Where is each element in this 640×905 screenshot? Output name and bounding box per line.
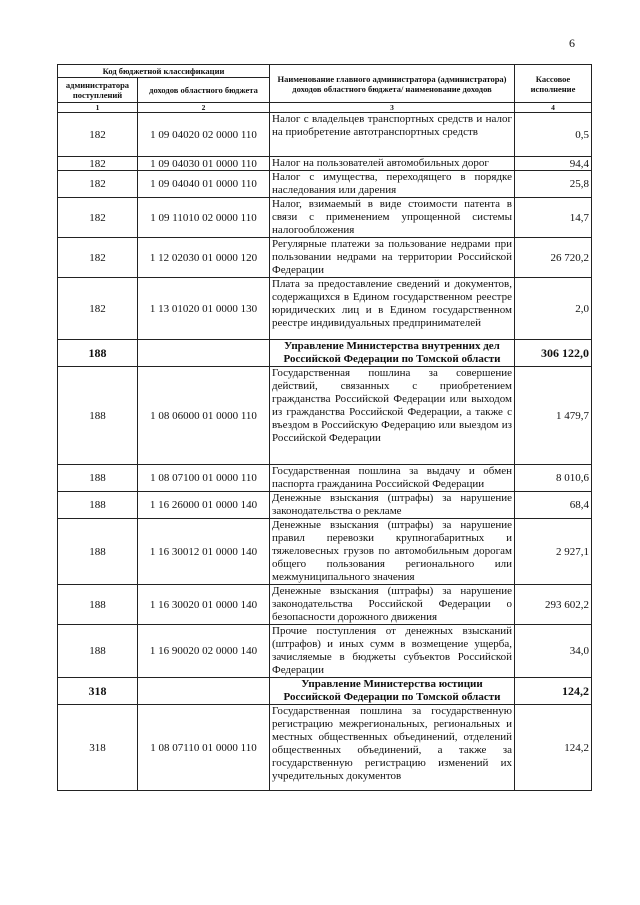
income-name-cell: Государственная пошлина за совершение действий, связанных с приобретением гражданства Российской Федерации или выходом из гражданства Российской Федерации, а также с въездом в Российскую Федерацию или выездом из Российской Федерации	[270, 367, 515, 465]
amount-cell: 2 927,1	[515, 519, 592, 585]
income-name-cell: Управление Министерства внутренних дел Российской Федерации по Томской области	[270, 340, 515, 367]
amount-cell: 25,8	[515, 171, 592, 198]
income-code-cell: 1 13 01020 01 0000 130	[138, 278, 270, 340]
income-name-cell: Денежные взыскания (штрафы) за нарушение законодательства Российской Федерации о безопасности дорожного движения	[270, 585, 515, 625]
admin-code-cell: 182	[58, 198, 138, 238]
amount-cell: 306 122,0	[515, 340, 592, 367]
income-code-cell: 1 16 26000 01 0000 140	[138, 492, 270, 519]
income-name-cell: Регулярные платежи за пользование недрами при пользовании недрами на территории Российской Федерации	[270, 238, 515, 278]
amount-cell: 8 010,6	[515, 465, 592, 492]
income-code-cell	[138, 678, 270, 705]
table-row	[58, 465, 592, 492]
amount-cell: 293 602,2	[515, 585, 592, 625]
admin-code-cell: 188	[58, 340, 138, 367]
column-number: 1	[58, 103, 138, 113]
table-header	[58, 65, 592, 113]
table-row	[58, 519, 592, 585]
admin-code-cell: 182	[58, 238, 138, 278]
column-number: 3	[270, 103, 515, 113]
income-name-cell: Денежные взыскания (штрафы) за нарушение законодательства о рекламе	[270, 492, 515, 519]
admin-code-cell: 188	[58, 625, 138, 678]
income-code-cell: 1 16 30012 01 0000 140	[138, 519, 270, 585]
amount-cell: 34,0	[515, 625, 592, 678]
amount-cell: 124,2	[515, 705, 592, 791]
income-name-cell: Управление Министерства юстиции Российской Федерации по Томской области	[270, 678, 515, 705]
income-name-cell: Налог, взимаемый в виде стоимости патента в связи с применением упрощенной системы налогообложения	[270, 198, 515, 238]
admin-code-cell: 188	[58, 492, 138, 519]
income-code-cell: 1 08 06000 01 0000 110	[138, 367, 270, 465]
amount-cell: 94,4	[515, 157, 592, 171]
income-name-cell: Плата за предоставление сведений и документов, содержащихся в Едином государственном реестре юридических лиц и в Едином государственном реестре индивидуальных предпринимателей	[270, 278, 515, 340]
income-code-header: доходов областного бюджета	[138, 78, 270, 103]
amount-cell: 26 720,2	[515, 238, 592, 278]
section-header-row	[58, 678, 592, 705]
admin-name-header: Наименование главного администратора (администратора) доходов областного бюджета/ наименование доходов	[270, 65, 515, 103]
amount-cell: 2,0	[515, 278, 592, 340]
revenue-table	[57, 64, 592, 791]
column-number: 4	[515, 103, 592, 113]
column-number: 2	[138, 103, 270, 113]
admin-code-cell: 182	[58, 113, 138, 157]
admin-code-header: администратора поступлений	[58, 78, 138, 103]
table-row	[58, 625, 592, 678]
admin-code-cell: 188	[58, 367, 138, 465]
income-name-cell: Прочие поступления от денежных взысканий (штрафов) и иных сумм в возмещение ущерба, зачисляемые в бюджеты субъектов Российской Федерации	[270, 625, 515, 678]
table-row	[58, 157, 592, 171]
income-code-cell: 1 16 90020 02 0000 140	[138, 625, 270, 678]
table-row	[58, 198, 592, 238]
admin-code-cell: 182	[58, 157, 138, 171]
table-row	[58, 492, 592, 519]
income-name-cell: Государственная пошлина за выдачу и обмен паспорта гражданина Российской Федерации	[270, 465, 515, 492]
admin-code-cell: 188	[58, 465, 138, 492]
income-code-cell: 1 12 02030 01 0000 120	[138, 238, 270, 278]
income-code-cell: 1 08 07110 01 0000 110	[138, 705, 270, 791]
amount-cell: 124,2	[515, 678, 592, 705]
income-code-cell	[138, 340, 270, 367]
income-code-cell: 1 16 30020 01 0000 140	[138, 585, 270, 625]
table-row	[58, 238, 592, 278]
income-code-cell: 1 09 04040 01 0000 110	[138, 171, 270, 198]
admin-code-cell: 318	[58, 705, 138, 791]
column-number-row	[58, 103, 592, 113]
amount-cell: 68,4	[515, 492, 592, 519]
admin-code-cell: 182	[58, 171, 138, 198]
amount-cell: 1 479,7	[515, 367, 592, 465]
table-body	[58, 113, 592, 791]
table-row	[58, 171, 592, 198]
admin-code-cell: 318	[58, 678, 138, 705]
admin-code-cell: 188	[58, 519, 138, 585]
page-number: 6	[569, 36, 575, 50]
table-row	[58, 278, 592, 340]
table-row	[58, 705, 592, 791]
classification-header: Код бюджетной классификации	[58, 65, 270, 78]
income-code-cell: 1 09 04030 01 0000 110	[138, 157, 270, 171]
income-code-cell: 1 09 11010 02 0000 110	[138, 198, 270, 238]
execution-header: Кассовое исполнение	[515, 65, 592, 103]
income-code-cell: 1 08 07100 01 0000 110	[138, 465, 270, 492]
amount-cell: 14,7	[515, 198, 592, 238]
section-header-row	[58, 340, 592, 367]
table-row	[58, 113, 592, 157]
income-name-cell: Денежные взыскания (штрафы) за нарушение правил перевозки крупногабаритных и тяжеловесных грузов по автомобильным дорогам общего пользования регионального или межмуниципального значения	[270, 519, 515, 585]
table-row	[58, 367, 592, 465]
income-name-cell: Налог с имущества, переходящего в порядке наследования или дарения	[270, 171, 515, 198]
income-name-cell: Государственная пошлина за государственную регистрацию межрегиональных, региональных и местных общественных объединений, отделений общественных объединений, а также за государственную регистрацию изменений их учредительных документов	[270, 705, 515, 791]
admin-code-cell: 182	[58, 278, 138, 340]
income-name-cell: Налог на пользователей автомобильных дорог	[270, 157, 515, 171]
amount-cell: 0,5	[515, 113, 592, 157]
admin-code-cell: 188	[58, 585, 138, 625]
income-name-cell: Налог с владельцев транспортных средств и налог на приобретение автотранспортных средств	[270, 113, 515, 157]
table-row	[58, 585, 592, 625]
income-code-cell: 1 09 04020 02 0000 110	[138, 113, 270, 157]
